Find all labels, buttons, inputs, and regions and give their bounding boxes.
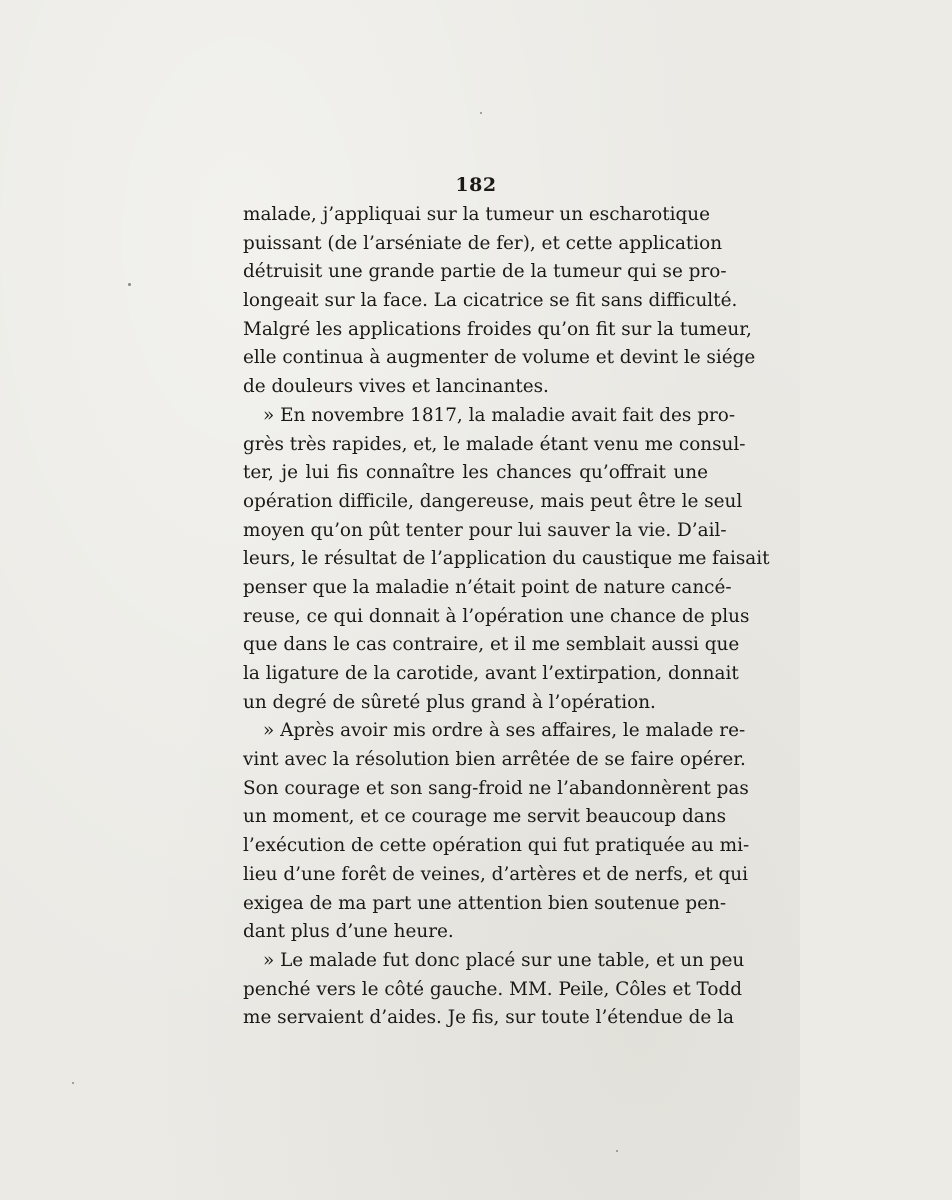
text-line: me servaient d’aides. Je fis, sur toute l’étendue de la: [243, 1007, 734, 1029]
text-line: » Après avoir mis ordre à ses affaires, le malade re-: [263, 720, 746, 742]
paper-speck: [128, 283, 131, 286]
text-line: dant plus d’une heure.: [243, 921, 454, 943]
text-line: de douleurs vives et lancinantes.: [243, 376, 549, 398]
text-line: ter, je lui fis connaître les chances qu’offrait une: [243, 462, 708, 484]
text-line: vint avec la résolution bien arrêtée de se faire opérer.: [243, 749, 746, 771]
text-line: un moment, et ce courage me servit beaucoup dans: [243, 806, 727, 828]
text-line: un degré de sûreté plus grand à l’opération.: [243, 691, 656, 713]
text-line: détruisit une grande partie de la tumeur qui se pro-: [243, 261, 727, 283]
text-line: grès très rapides, et, le malade étant venu me consul-: [243, 433, 746, 455]
text-line: malade, j’appliquai sur la tumeur un escharotique: [243, 204, 710, 225]
text-line: l’exécution de cette opération qui fut pratiquée au mi-: [243, 835, 750, 857]
text-line: longeait sur la face. La cicatrice se fit sans difficulté.: [243, 290, 738, 312]
text-line: penser que la maladie n’était point de nature cancé-: [243, 576, 732, 598]
text-line: » Le malade fut donc placé sur une table, et un peu: [263, 949, 745, 971]
text-line: Son courage et son sang-froid ne l’abandonnèrent pas: [243, 777, 749, 799]
text-line: lieu d’une forêt de veines, d’artères et de nerfs, et qui: [243, 863, 748, 885]
body-text: [243, 201, 770, 1033]
text-line: moyen qu’on pût tenter pour lui sauver la vie. D’ail-: [243, 519, 727, 541]
text-line: que dans le cas contraire, et il me semblait aussi que: [243, 634, 740, 656]
text-line: exigea de ma part une attention bien soutenue pen-: [243, 892, 727, 914]
text-line: puissant (de l’arséniate de fer), et cette application: [243, 232, 723, 254]
text-line: penché vers le côté gauche. MM. Peile, Côles et Todd: [243, 978, 743, 1000]
text-line: elle continua à augmenter de volume et devint le siége: [243, 347, 756, 369]
paper-speck: [480, 112, 482, 114]
text-line: reuse, ce qui donnait à l’opération une chance de plus: [243, 605, 750, 627]
paper-speck: [72, 1082, 74, 1084]
text-line: opération difficile, dangereuse, mais peut être le seul: [243, 490, 743, 512]
text-line: Malgré les applications froides qu’on fit sur la tumeur,: [243, 318, 752, 340]
text-line: la ligature de la carotide, avant l’extirpation, donnait: [243, 663, 739, 684]
paper-speck: [616, 1150, 618, 1152]
text-line: leurs, le résultat de l’application du caustique me faisait: [243, 548, 770, 570]
page-number: 182: [455, 174, 497, 196]
text-line: » En novembre 1817, la maladie avait fait des pro-: [263, 404, 736, 426]
